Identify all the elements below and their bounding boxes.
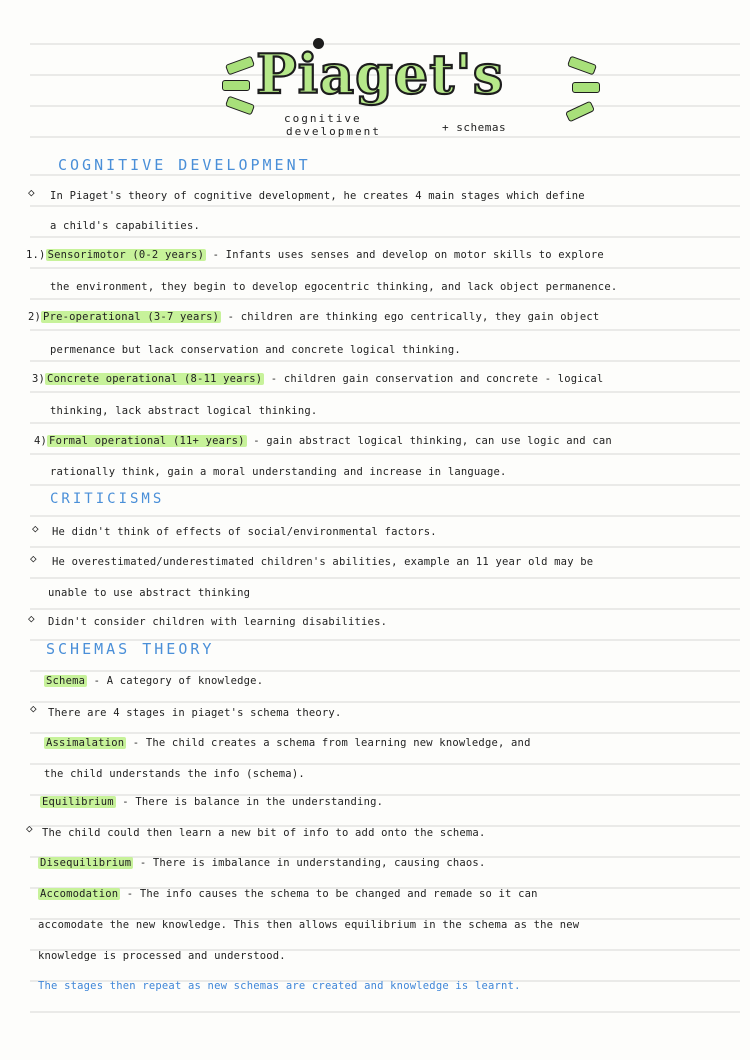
intro-line-1: In Piaget's theory of cognitive development, he creates 4 main stages which define [50, 190, 585, 202]
stage-4-number: 4) [34, 435, 48, 447]
schema-text: - A category of knowledge. [87, 675, 264, 687]
heading-criticisms: CRITICISMS [50, 491, 165, 507]
stage-1-line-1 [26, 249, 604, 261]
stage-3-label: Concrete operational (8-11 years) [47, 373, 263, 385]
schema-label: Schema [46, 675, 86, 687]
bullet-diamond: ◇ [30, 702, 37, 715]
stage-1-number: 1.) [26, 249, 46, 261]
disequilibrium-line [38, 857, 485, 869]
heading-cognitive-development: COGNITIVE DEVELOPMENT [58, 156, 311, 174]
criticism-3: Didn't consider children with learning disabilities. [48, 616, 388, 628]
stage-2-label: Pre-operational (3-7 years) [43, 311, 220, 323]
accommodation-line-1 [38, 888, 538, 900]
assimilation-text: - The child creates a schema from learning new knowledge, and [126, 737, 531, 749]
stage-2-line-2: permenance but lack conservation and concrete logical thinking. [50, 344, 461, 356]
title-side-note: + schemas [442, 121, 507, 134]
assimilation-label: Assimalation [46, 737, 125, 749]
stage-2-line-1 [28, 311, 599, 323]
stages-repeat-note: The stages then repeat as new schemas are created and knowledge is learnt. [38, 980, 521, 992]
equilibrium-label: Equilibrium [42, 796, 114, 808]
disequilibrium-text: - There is imbalance in understanding, causing chaos. [133, 857, 486, 869]
bullet-diamond: ◇ [28, 612, 35, 625]
heading-schemas-theory: SCHEMAS THEORY [46, 640, 215, 658]
title-deco-right-2 [572, 82, 600, 93]
page-title: Piaget's [256, 42, 505, 106]
stage-3-text: - children gain conservation and concrete - logical [264, 373, 604, 385]
equilibrium-text: - There is balance in the understanding. [115, 796, 384, 808]
assimilation-line-2: the child understands the info (schema). [44, 768, 305, 780]
criticism-2-line-2: unable to use abstract thinking [48, 587, 251, 599]
stage-2-number: 2) [28, 311, 42, 323]
learn-new-info-line: The child could then learn a new bit of info to add onto the schema. [42, 827, 486, 839]
accommodation-text: - The info causes the schema to be changed and remade so it can [120, 888, 538, 900]
title-deco-left-2 [222, 80, 250, 91]
stage-1-line-2: the environment, they begin to develop egocentric thinking, and lack object permanence. [50, 281, 618, 293]
intro-line-2: a child's capabilities. [50, 220, 200, 232]
accommodation-label: Accomodation [40, 888, 119, 900]
criticism-1: He didn't think of effects of social/environmental factors. [52, 526, 437, 538]
stage-3-number: 3) [32, 373, 46, 385]
stage-4-text: - gain abstract logical thinking, can use logic and can [246, 435, 612, 447]
stage-3-line-2: thinking, lack abstract logical thinking. [50, 405, 318, 417]
disequilibrium-label: Disequilibrium [40, 857, 132, 869]
bullet-diamond: ◇ [28, 186, 35, 199]
schema-stages-intro: There are 4 stages in piaget's schema theory. [48, 707, 342, 719]
title-subtitle-line2: development [286, 125, 381, 138]
criticism-2-line-1: He overestimated/underestimated children's abilities, example an 11 year old may be [52, 556, 594, 568]
stage-4-line-1 [34, 435, 612, 447]
bullet-diamond: ◇ [30, 552, 37, 565]
stage-1-label: Sensorimotor (0-2 years) [47, 249, 205, 261]
assimilation-line-1 [44, 737, 531, 749]
accommodation-line-2: accomodate the new knowledge. This then allows equilibrium in the schema as the new [38, 919, 580, 931]
equilibrium-line [40, 796, 383, 808]
schema-definition [44, 675, 263, 687]
accommodation-line-3: knowledge is processed and understood. [38, 950, 286, 962]
stage-4-label: Formal operational (11+ years) [49, 435, 245, 447]
stage-3-line-1 [32, 373, 603, 385]
title-subtitle-line1: cognitive [284, 112, 362, 125]
bullet-diamond: ◇ [26, 822, 33, 835]
stage-2-text: - children are thinking ego centrically, they gain object [221, 311, 600, 323]
stage-1-text: - Infants uses senses and develop on motor skills to explore [206, 249, 604, 261]
stage-4-line-2: rationally think, gain a moral understanding and increase in language. [50, 466, 507, 478]
bullet-diamond: ◇ [32, 522, 39, 535]
